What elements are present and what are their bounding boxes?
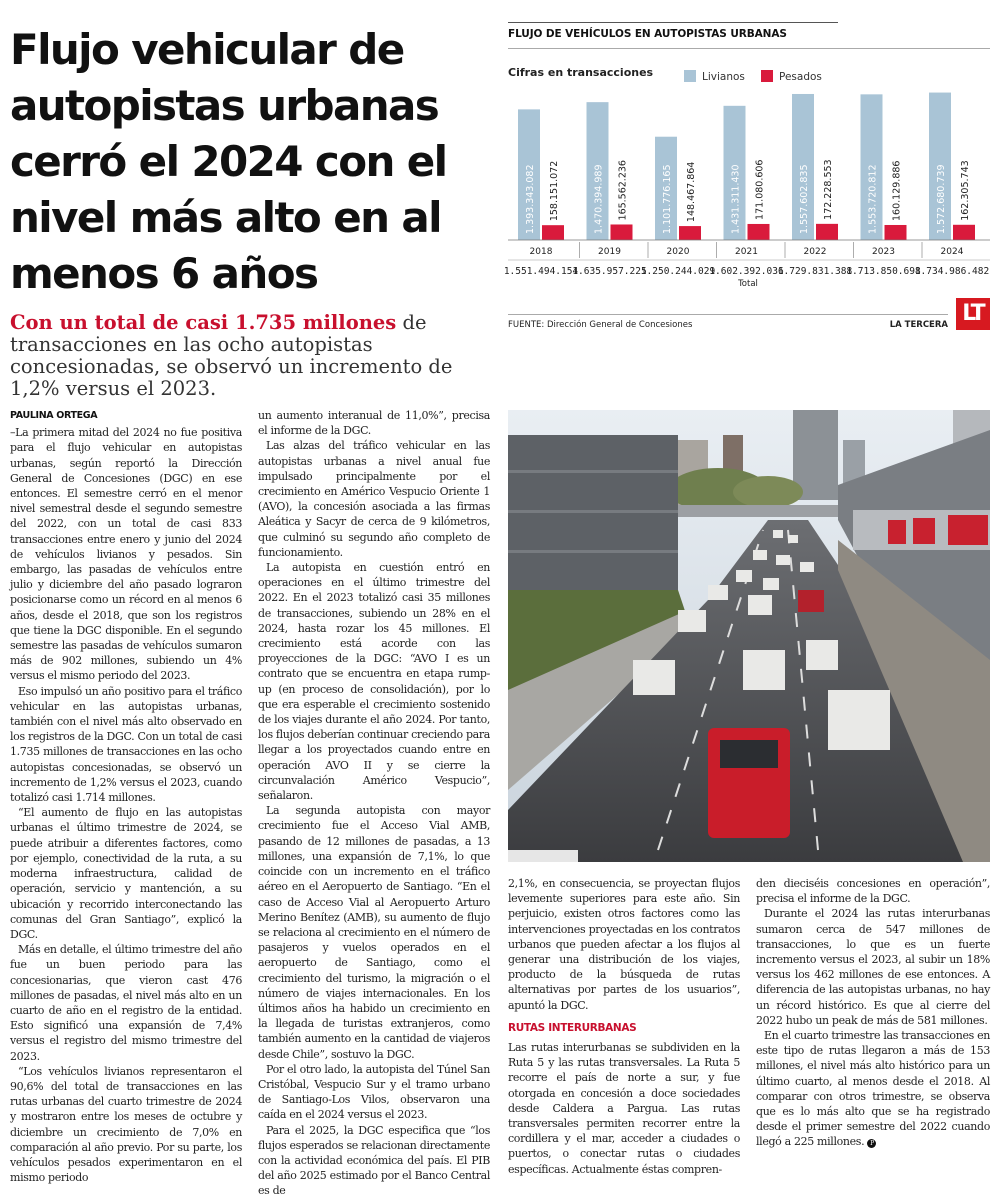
data-label-pesados-2020: 148.467.864	[686, 161, 697, 223]
infographic-source: FUENTE: Dirección General de Concesiones	[508, 320, 693, 330]
tick-label-2023: 2023	[872, 247, 895, 257]
bar-pesados-2020	[679, 226, 701, 240]
tick-label-2020: 2020	[666, 247, 690, 257]
data-label-livianos-2018: 1.393.343.082	[525, 164, 536, 234]
article-paragraph: Por el otro lado, la autopista del Túnel San Cristóbal, Vespucio Sur y el tramo urbano de Santiago-Los Vilos, observaron una caída en el 2024 versus el 2023.	[258, 1062, 490, 1122]
headline: Flujo vehicular de autopistas urbanas cerró el 2024 con el nivel más alto en al menos 6 años	[10, 25, 447, 298]
article-paragraph: un aumento interanual de 11,0%”, precisa el informe de la DGC.	[258, 409, 490, 438]
infographic-bottom-rule	[508, 314, 948, 315]
article-paragraph: “El aumento de flujo en las autopistas urbanas el último trimestre de 2024, se puede atribuir a diferentes factores, como por ejemplo, conectividad de la ruta, a su moderna infraestructura, calidad de operación, servicio y mantención, a su ubicación y recorrido interconectando las comunas del Gran Santiago”, explicó la DGC.	[10, 806, 242, 941]
infographic	[503, 18, 990, 336]
bar-pesados-2023	[885, 225, 907, 240]
byline: PAULINA ORTEGA	[10, 410, 98, 421]
article-paragraph: 2,1%, en consecuencia, se proyectan flujos levemente superiores para este año. Sin perjuicio, existen otros factores como las intervenciones proyectadas en los contratos urbanos que pueden afectar a los flujos al generar una distribución de los viajes, producto de la búsqueda de rutas alternativas por partes de los usuarios”, apuntó la DGC.	[508, 877, 740, 1012]
data-label-pesados-2021: 171.080.606	[754, 159, 766, 220]
data-label-livianos-2019: 1.470.394.989	[593, 164, 605, 234]
bar-pesados-2021	[748, 224, 770, 240]
article-paragraph: Para el 2025, la DGC especifica que “los flujos esperados se relacionan directamente con la actividad económica del país. El PIB del año 2025 estimado por el Banco Central es de	[258, 1123, 490, 1198]
infographic-brand: LA TERCERA	[889, 320, 948, 330]
data-label-livianos-2023: 1.553.720.812	[867, 164, 879, 234]
bar-chart	[503, 18, 990, 318]
subhead-highlight: Con un total de casi 1.735 millones	[10, 311, 397, 334]
article-paragraph: Las rutas interurbanas se subdividen en la Ruta 5 y las rutas transversales. La Ruta 5 recorre el país de norte a sur, y fue otorgada en concesión a doce sociedades desde Caldera a Pargua. Las rutas transversales permiten recorrer entre la cordillera y el mar, acceder a ciudades o puertos, o conectar rutas o ciudades específicas. Actualmente éstas compren-	[508, 1041, 740, 1176]
article-paragraph: den dieciséis concesiones en operación”, precisa el informe de la DGC.	[756, 877, 990, 906]
data-label-livianos-2020: 1.101.776.165	[662, 164, 673, 234]
bar-pesados-2018	[542, 225, 564, 240]
highway-photo-illustration	[508, 410, 990, 862]
total-value-2023: 1.713.850.698	[846, 266, 921, 277]
article-paragraph: Durante el 2024 las rutas interurbanas sumaron cerca de 547 millones de transacciones, lo que es un fuerte incremento versus el 2023, al subir un 18% versus los 462 millones de ese entonces. A diferencia de las autopistas urbanas, no hay un récord histórico. Es que al cierre del 2022 hubo un peak de más de 581 millones.	[756, 907, 990, 1027]
article-paragraph: La segunda autopista con mayor crecimiento fue el Acceso Vial AMB, pasando de 12 millones de pasadas, a 13 millones, una expansión de 7,1%, lo que coincide con un incremento en el tráfico aéreo en el Aeropuerto de Santiago. “En el caso de Acceso Vial al Aeropuerto Arturo Merino Benítez (AMB), su aumento de flujo se relaciona al crecimiento en el número de pasajeros y vuelos operados en el aeropuerto de Santiago, como el crecimiento del turismo, la migración o el número de viajes internacionales. En los últimos años ha habido un crecimiento en la llegada de turistas extranjeros, como también aumento en la cantidad de viajeros desde Chile”, sostuvo la DGC.	[258, 804, 490, 1061]
subhead-text: de transacciones en las ocho autopistas concesionadas, se observó un incremento de 1,2% versus el 2023.	[10, 311, 453, 400]
data-label-livianos-2024: 1.572.680.739	[936, 164, 947, 234]
article-paragraph-text: En el cuarto trimestre las transacciones en este tipo de rutas llegaron a más de 153 millones, el nivel más alto histórico para un último cuarto, al menos desde el 2018. Al comparar con otros trimestre, se observa que es lo más alto que se ha registrado desde el primer semestre del 2022 cuando llegó a 225 millones.	[756, 1029, 990, 1149]
subhead	[10, 312, 500, 400]
tick-label-2024: 2024	[940, 247, 964, 257]
total-value-2020: 1.250.244.029	[640, 266, 716, 277]
tick-label-2019: 2019	[598, 247, 621, 257]
data-label-pesados-2022: 172.228.553	[823, 159, 834, 220]
section-subtitle: RUTAS INTERURBANAS	[508, 1021, 637, 1034]
bar-pesados-2019	[611, 224, 633, 240]
article-paragraph: –La primera mitad del 2024 no fue positiva para el flujo vehicular en autopistas urbanas, según reportó la Dirección General de Concesiones (DGC) en ese entonces. El semestre cerró en el menor nivel semestral desde el segundo semestre del 2022, con un total de casi 833 transacciones entre enero y junio del 2024 de vehículos livianos y pesados. Sin embargo, las pasadas de vehículos entre julio y diciembre del año pasado lograron posicionarse como un récord en al menos 6 años, desde el 2018, que son los registros que tiene la DGC disponible. En el segundo semestre las pasadas de vehículos sumaron más de 902 millones, subiendo un 4% versus el mismo periodo del 2023.	[10, 426, 242, 683]
article-column-4	[756, 876, 990, 1150]
article-paragraph: Eso impulsó un año positivo para el tráfico vehicular en las autopistas urbanas, también con el nivel más alto observado en los registros de la DGC. Con un total de casi 1.735 millones de transacciones en las ocho autopistas concesionadas, se observó un incremento de 1,2% versus el 2023, cuando totalizó casi 1.714 millones.	[10, 684, 242, 805]
tick-label-2018: 2018	[529, 247, 553, 257]
legend-label-pesados: Pesados	[779, 71, 822, 83]
total-value-2019: 1.635.957.225	[572, 266, 647, 277]
article-paragraph	[756, 1028, 990, 1150]
data-label-pesados-2018: 158.151.072	[549, 160, 560, 222]
article-column-1	[10, 408, 242, 1185]
article-column-2	[258, 408, 490, 1199]
data-label-pesados-2019: 165.562.236	[617, 160, 629, 221]
total-value-2018: 1.551.494.154	[503, 266, 579, 277]
infographic-title: FLUJO DE VEHÍCULOS EN AUTOPISTAS URBANAS	[508, 28, 787, 40]
article-paragraph: Las alzas del tráfico vehicular en las autopistas urbanas a nivel anual fue impulsado principalmente por el crecimiento en Américo Vespucio Oriente 1 (AVO), la concesión asociada a las firmas Aleática y Sacyr de cerca de 9 kilómetros, que culminó su segundo año completo de funcionamiento.	[258, 439, 490, 559]
la-tercera-logo: LT	[956, 298, 990, 330]
article-paragraph: “Los vehículos livianos representaron el 90,6% del total de transacciones en las rutas urbanas del cuarto trimestre de 2024 y mostraron entre los meses de octubre y diciembre un crecimiento de 7,0% en comparación al año previo. Por su parte, los vehículos pesados experimentaron en el mismo periodo	[10, 1064, 242, 1185]
article-paragraph: La autopista en cuestión entró en operaciones en el último trimestre del 2022. En el 2023 totalizó casi 35 millones de transacciones, subiendo un 28% en el 2024, hasta rozar los 45 millones. El crecimiento está acorde con las proyecciones de la DGC: “AVO I es un contrato que se encuentra en etapa rump-up (en proceso de consolidación), por lo que era esperable el crecimiento sostenido de los viajes durante el año 2024. Por tanto, los flujos deberían continuar creciendo para llegar a los proyectados cuando entre en operación AVO II y se cierre la circunvalación Américo Vespucio”, señalaron.	[258, 561, 490, 803]
infographic-subtitle: Cifras en transacciones	[508, 66, 654, 79]
data-label-pesados-2024: 162.305.743	[960, 160, 971, 221]
highway-photo	[508, 410, 990, 862]
bar-pesados-2024	[953, 225, 975, 240]
total-value-2021: 1.602.392.036	[709, 266, 784, 277]
data-label-pesados-2023: 160.129.886	[891, 160, 903, 221]
article-paragraph: Más en detalle, el último trimestre del año fue un buen periodo para las concesionarias, que vieron cast 476 millones de pasadas, el nivel más alto en un cuarto de año en el registro de la entidad. Esto significó una expansión de 7,4% versus el registro del mismo trimestre del 2023.	[10, 943, 242, 1063]
total-label: Total	[738, 279, 758, 289]
legend-label-livianos: Livianos	[702, 71, 745, 83]
tick-label-2021: 2021	[735, 247, 758, 257]
tick-label-2022: 2022	[803, 247, 827, 257]
data-label-livianos-2021: 1.431.311.430	[730, 164, 742, 234]
total-value-2024: 1.734.986.482	[914, 266, 990, 277]
data-label-livianos-2022: 1.557.602.835	[799, 164, 810, 234]
total-value-2022: 1.729.831.388	[777, 266, 853, 277]
end-mark-icon: P	[867, 1139, 876, 1148]
article-column-3	[508, 876, 740, 1177]
bar-pesados-2022	[816, 224, 838, 240]
